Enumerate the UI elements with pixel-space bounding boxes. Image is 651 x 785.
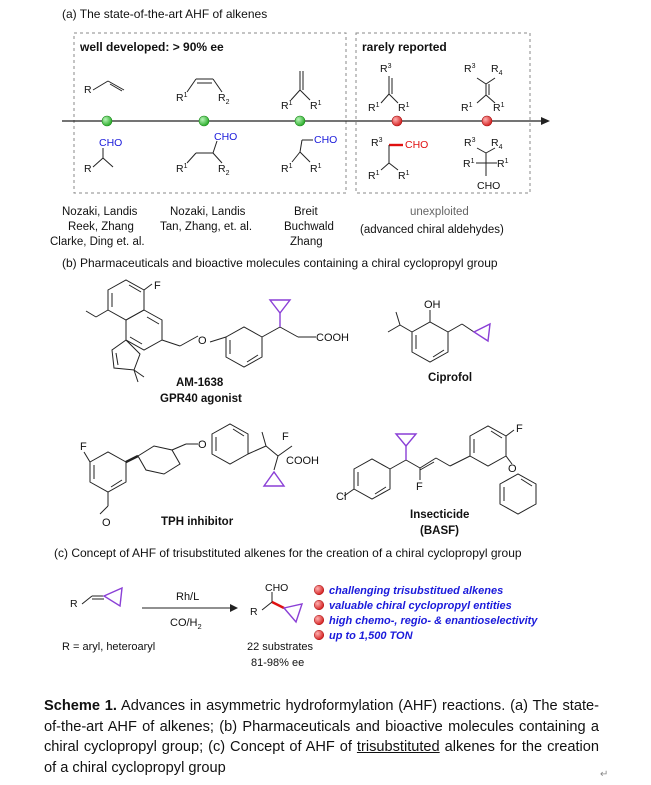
bullet-dot (314, 615, 324, 625)
box-left-title: well developed: > 90% ee (80, 40, 224, 54)
svg-text:R3: $R^3$ (464, 63, 476, 75)
svg-text:R1: $R^1$ (368, 170, 380, 182)
feature-item: high chemo-, regio- & enantioselectivity (329, 615, 538, 627)
svg-text:O: O (102, 517, 111, 529)
feature-item: challenging trisubstitued alkenes (329, 585, 504, 597)
part-c-heading: (c) Concept of AHF of trisubstituted alkenes for the creation of a chiral cyclopropyl group (54, 546, 522, 560)
status-dot-red (482, 116, 492, 126)
r-definition: R = aryl, heteroaryl (62, 641, 156, 653)
cho-label: CHO (99, 137, 123, 149)
structure-terminal-alkene (93, 81, 124, 91)
cyclopropyl-insecticide (396, 434, 416, 460)
structure-trisubstituted-alkene (381, 76, 398, 103)
svg-text:R1: $R^1$ (281, 100, 293, 112)
bullet-dot (314, 600, 324, 610)
caption-underlined: trisubstituted (356, 739, 440, 755)
svg-text:R: R (84, 84, 92, 96)
part-a-heading: (a) The state-of-the-art AHF of alkenes (62, 7, 268, 21)
insecticide-basf: (BASF) (420, 525, 459, 537)
svg-text:R1: $R^1$ (176, 163, 188, 175)
svg-text:F: F (416, 481, 423, 493)
feature-item: valuable chiral cyclopropyl entities (329, 600, 512, 612)
ciprofol-name: Ciprofol (428, 372, 473, 384)
svg-text:R1: $R^1$ (497, 158, 509, 170)
svg-text:R: R (84, 163, 92, 175)
svg-text:O: O (508, 463, 517, 475)
svg-text:(advanced chiral aldehydes): (advanced chiral aldehydes) (360, 224, 504, 236)
cyclopropyl-tph (264, 472, 284, 486)
substrate-count: 22 substrates (247, 641, 314, 653)
am-1638-desc: GPR40 agonist (160, 393, 242, 405)
svg-text:O: O (198, 335, 207, 347)
structure-product-c (262, 592, 302, 622)
cho-label: CHO (405, 139, 429, 151)
reagent-top: Rh/L (176, 591, 200, 603)
references (50, 206, 504, 248)
svg-text:R2: $R_2$ (218, 163, 230, 177)
svg-text:COOH: COOH (286, 455, 319, 467)
structure-product-1 (93, 148, 113, 167)
part-b-heading: (b) Pharmaceuticals and bioactive molecules containing a chiral cyclopropyl group (62, 256, 498, 270)
feature-list (314, 585, 538, 642)
svg-text:Clarke, Ding et. al.: Clarke, Ding et. al. (50, 236, 145, 248)
structure-product-2 (187, 141, 222, 163)
structure-tph-inhibitor (84, 424, 292, 514)
structure-substrate-c (82, 588, 122, 606)
svg-text:R1: $R^1$ (368, 102, 380, 114)
return-mark-icon: ↵ (600, 769, 609, 780)
box-well-developed (74, 33, 346, 193)
svg-text:O: O (198, 439, 207, 451)
svg-text:R1: $R^1$ (461, 102, 473, 114)
svg-text:F: F (80, 441, 87, 453)
svg-text:R1: $R^1$ (398, 170, 410, 182)
svg-text:R: R (250, 606, 258, 618)
structure-ciprofol (388, 310, 474, 362)
svg-text:OH: OH (424, 299, 441, 311)
status-dot-green (295, 116, 305, 126)
svg-text:Cl: Cl (336, 491, 347, 503)
svg-text:Zhang: Zhang (290, 236, 323, 248)
cho-label: CHO (214, 131, 238, 143)
svg-text:R1: $R^1$ (310, 100, 322, 112)
svg-text:Nozaki, Landis: Nozaki, Landis (62, 206, 138, 218)
svg-text:R4: $R_4$ (491, 63, 503, 77)
structure-disubstituted-alkene (187, 79, 222, 92)
svg-text:unexploited: unexploited (410, 206, 469, 218)
svg-text:Tan, Zhang, et. al.: Tan, Zhang, et. al. (160, 221, 253, 233)
structure-am-1638 (86, 280, 316, 382)
svg-text:Breit: Breit (294, 206, 318, 218)
tph-name: TPH inhibitor (161, 516, 234, 528)
structure-product-3 (292, 140, 313, 162)
bullet-dot (314, 585, 324, 595)
svg-text:R3: $R^3$ (371, 137, 383, 149)
svg-text:F: F (516, 423, 523, 435)
scheme-caption: Scheme 1. Advances in asymmetric hydroformylation (AHF) reactions. (a) The state-of-the-art AHF of alkenes; (b) Pharmaceuticals and bioactive molecules containing a chiral cyclopropyl group; (c) Concept of AHF of trisubstituted alkenes for the creation of a chiral cyclopropyl group (44, 698, 599, 776)
feature-item: up to 1,500 TON (329, 630, 413, 642)
reaction-arrow (142, 604, 238, 612)
reagent-bottom: $CO/H_2$ (170, 617, 202, 631)
caption-label: Scheme 1. (44, 698, 117, 714)
svg-text:R3: $R^3$ (380, 63, 392, 75)
cho-label: CHO (314, 134, 338, 146)
cho-label: CHO (477, 180, 501, 192)
svg-text:COOH: COOH (316, 332, 349, 344)
box-right-title: rarely reported (362, 40, 447, 54)
insecticide-name: Insecticide (410, 509, 470, 521)
cho-label: CHO (265, 582, 289, 594)
svg-text:R2: $R_2$ (218, 92, 230, 106)
status-dot-green (199, 116, 209, 126)
svg-text:Reek, Zhang: Reek, Zhang (68, 221, 134, 233)
svg-text:R1: $R^1$ (281, 163, 293, 175)
svg-text:R: R (70, 598, 78, 610)
structure-tetrasubstituted-alkene (477, 78, 495, 103)
structure-product-4 (381, 145, 403, 170)
svg-text:R1: $R^1$ (310, 163, 322, 175)
svg-text:Buchwald: Buchwald (284, 221, 334, 233)
am-1638-name: AM-1638 (176, 377, 224, 389)
status-dot-green (102, 116, 112, 126)
svg-text:R1: $R^1$ (493, 102, 505, 114)
svg-text:R4: $R_4$ (491, 137, 503, 151)
svg-text:R1: $R^1$ (176, 92, 188, 104)
structure-geminal-alkene (291, 71, 310, 100)
bullet-dot (314, 630, 324, 640)
ee-range: 81-98% ee (251, 657, 305, 669)
svg-text:R3: $R^3$ (464, 137, 476, 149)
cyclopropyl-am (270, 300, 290, 327)
status-dot-red (392, 116, 402, 126)
svg-text:R1: $R^1$ (463, 158, 475, 170)
svg-text:F: F (154, 280, 161, 292)
svg-text:F: F (282, 431, 289, 443)
cyclopropyl-ciprofol (474, 324, 490, 341)
svg-text:Nozaki, Landis: Nozaki, Landis (170, 206, 246, 218)
structure-product-5 (476, 148, 497, 176)
timeline-arrow (62, 117, 550, 125)
svg-text:R1: $R^1$ (398, 102, 410, 114)
